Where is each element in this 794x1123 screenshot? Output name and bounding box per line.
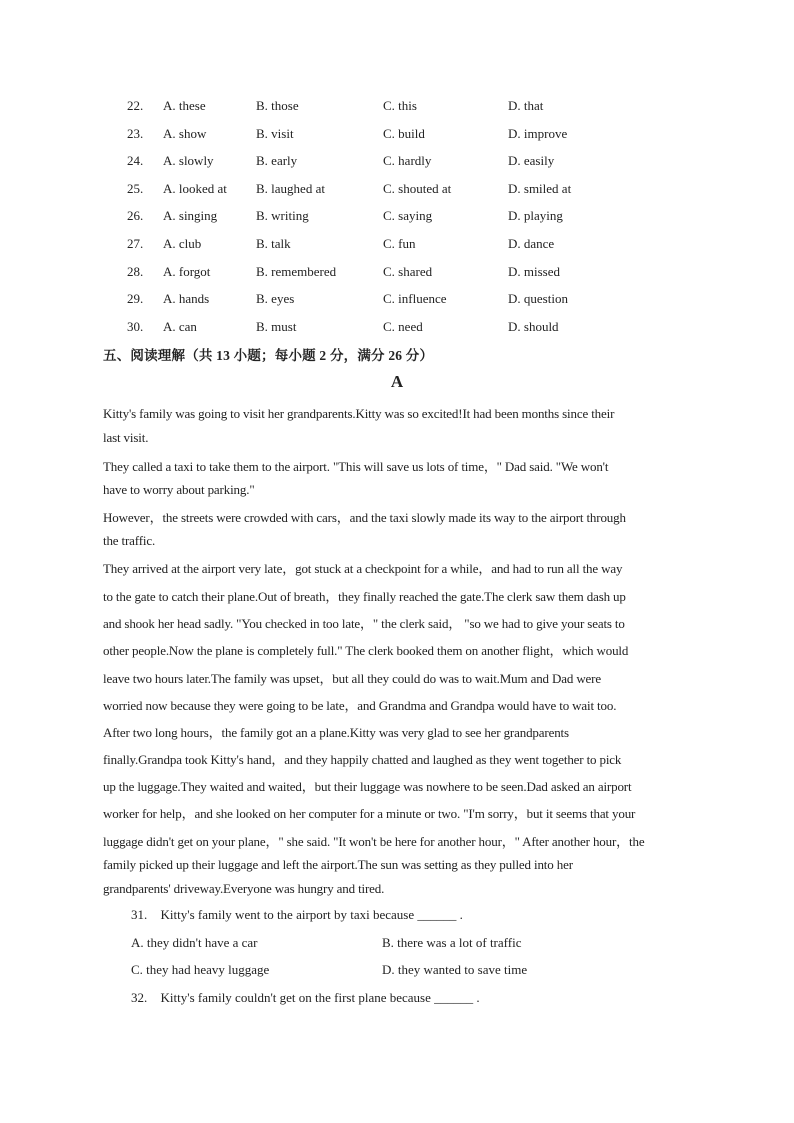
option-d: D. dance <box>508 236 555 251</box>
option-a: A. forgot <box>163 264 211 279</box>
option-a: A. singing <box>163 208 218 223</box>
option-b: B. early <box>256 153 298 168</box>
passage-line: up the luggage.They waited and waited，but their luggage was nowhere to be seen.Dad asked an airport <box>103 779 632 794</box>
cloze-option-row <box>0 234 794 254</box>
option-d: D. missed <box>508 264 560 279</box>
option-c: C. this <box>383 98 417 113</box>
passage-line: last visit. <box>103 430 149 445</box>
question-number: 23. <box>127 126 144 141</box>
option-d: D. playing <box>508 208 563 223</box>
question-number: 24. <box>127 153 144 168</box>
option-c: C. saying <box>383 208 433 223</box>
passage-line: After two long hours，the family got an a plane.Kitty was very glad to see her grandparents <box>103 725 569 740</box>
passage-title: A <box>390 372 404 391</box>
question-number: 25. <box>127 181 144 196</box>
option-c: C. influence <box>383 291 447 306</box>
passage-line: They called a taxi to take them to the airport. "This will save us lots of time，" Dad said. "We won't <box>103 459 609 474</box>
passage-line: Kitty's family was going to visit her grandparents.Kitty was so excited!It had been months since their <box>103 406 615 421</box>
option-d: D. smiled at <box>508 181 572 196</box>
question-number: 28. <box>127 264 144 279</box>
question-number: 22. <box>127 98 144 113</box>
answer-option-d[interactable]: D. they wanted to save time <box>382 962 528 977</box>
option-c: C. need <box>383 319 423 334</box>
passage-line: However，the streets were crowded with cars，and the taxi slowly made its way to the airport through <box>103 510 626 525</box>
passage-line: worker for help，and she looked on her computer for a minute or two. "I'm sorry，but it seems that your <box>103 806 636 821</box>
option-a: A. these <box>163 98 206 113</box>
option-a: A. looked at <box>163 181 227 196</box>
option-b: B. remembered <box>256 264 337 279</box>
option-a: A. hands <box>163 291 210 306</box>
option-c: C. fun <box>383 236 416 251</box>
option-d: D. easily <box>508 153 555 168</box>
passage-line: have to worry about parking." <box>103 482 255 497</box>
passage-line: They arrived at the airport very late，got stuck at a checkpoint for a while，and had to run all the way <box>103 561 623 576</box>
passage-line: luggage didn't get on your plane，" she said. "It won't be here for another hour，" After another hour，the <box>103 834 645 849</box>
passage-line: family picked up their luggage and left the airport.The sun was setting as they pulled into her <box>103 857 573 872</box>
cloze-option-row <box>0 96 794 116</box>
cloze-option-row <box>0 206 794 226</box>
option-d: D. should <box>508 319 559 334</box>
cloze-option-row <box>0 317 794 337</box>
question-number: 29. <box>127 291 144 306</box>
question-31 <box>131 907 463 923</box>
cloze-option-row <box>0 289 794 309</box>
question-number: 31. <box>131 907 148 922</box>
option-c: C. build <box>383 126 425 141</box>
passage-line: worried now because they were going to be late，and Grandma and Grandpa would have to wait too. <box>103 698 617 713</box>
option-c: C. shared <box>383 264 433 279</box>
question-stem: Kitty's family went to the airport by taxi because ______ . <box>160 907 463 922</box>
option-b: B. writing <box>256 208 309 223</box>
option-d: D. that <box>508 98 544 113</box>
passage-line: finally.Grandpa took Kitty's hand，and they happily chatted and laughed as they went together to pick <box>103 752 622 767</box>
option-a: A. club <box>163 236 202 251</box>
option-c: C. shouted at <box>383 181 452 196</box>
answer-option-c[interactable]: C. they had heavy luggage <box>131 962 270 977</box>
option-b: B. those <box>256 98 299 113</box>
option-d: D. improve <box>508 126 568 141</box>
option-d: D. question <box>508 291 568 306</box>
option-b: B. visit <box>256 126 294 141</box>
cloze-option-row <box>0 151 794 171</box>
question-32 <box>131 990 480 1006</box>
option-b: B. laughed at <box>256 181 325 196</box>
option-c: C. hardly <box>383 153 432 168</box>
answer-option-a[interactable]: A. they didn't have a car <box>131 935 258 950</box>
passage-line: leave two hours later.The family was upset，but all they could do was to wait.Mum and Dad were <box>103 671 601 686</box>
cloze-option-row <box>0 124 794 144</box>
option-a: A. show <box>163 126 207 141</box>
question-number: 27. <box>127 236 144 251</box>
option-b: B. eyes <box>256 291 295 306</box>
option-b: B. talk <box>256 236 291 251</box>
option-a: A. can <box>163 319 197 334</box>
question-number: 32. <box>131 990 148 1005</box>
question-number: 30. <box>127 319 144 334</box>
passage-line: to the gate to catch their plane.Out of breath，they finally reached the gate.The clerk saw them dash up <box>103 589 626 604</box>
passage-line: grandparents' driveway.Everyone was hungry and tired. <box>103 881 385 896</box>
passage-line: other people.Now the plane is completely full." The clerk booked them on another flight，which would <box>103 643 629 658</box>
option-a: A. slowly <box>163 153 214 168</box>
passage-line: the traffic. <box>103 533 156 548</box>
question-stem: Kitty's family couldn't get on the first plane because ______ . <box>160 990 480 1005</box>
passage-line: and shook her head sadly. "You checked in too late，" the clerk said， "so we had to give your seats to <box>103 616 625 631</box>
section-heading: 五、阅读理解（共 13 小题；每小题 2 分，满分 26 分） <box>103 348 434 363</box>
question-number: 26. <box>127 208 144 223</box>
answer-option-b[interactable]: B. there was a lot of traffic <box>382 935 522 950</box>
cloze-option-row <box>0 179 794 199</box>
option-b: B. must <box>256 319 297 334</box>
cloze-option-row <box>0 262 794 282</box>
